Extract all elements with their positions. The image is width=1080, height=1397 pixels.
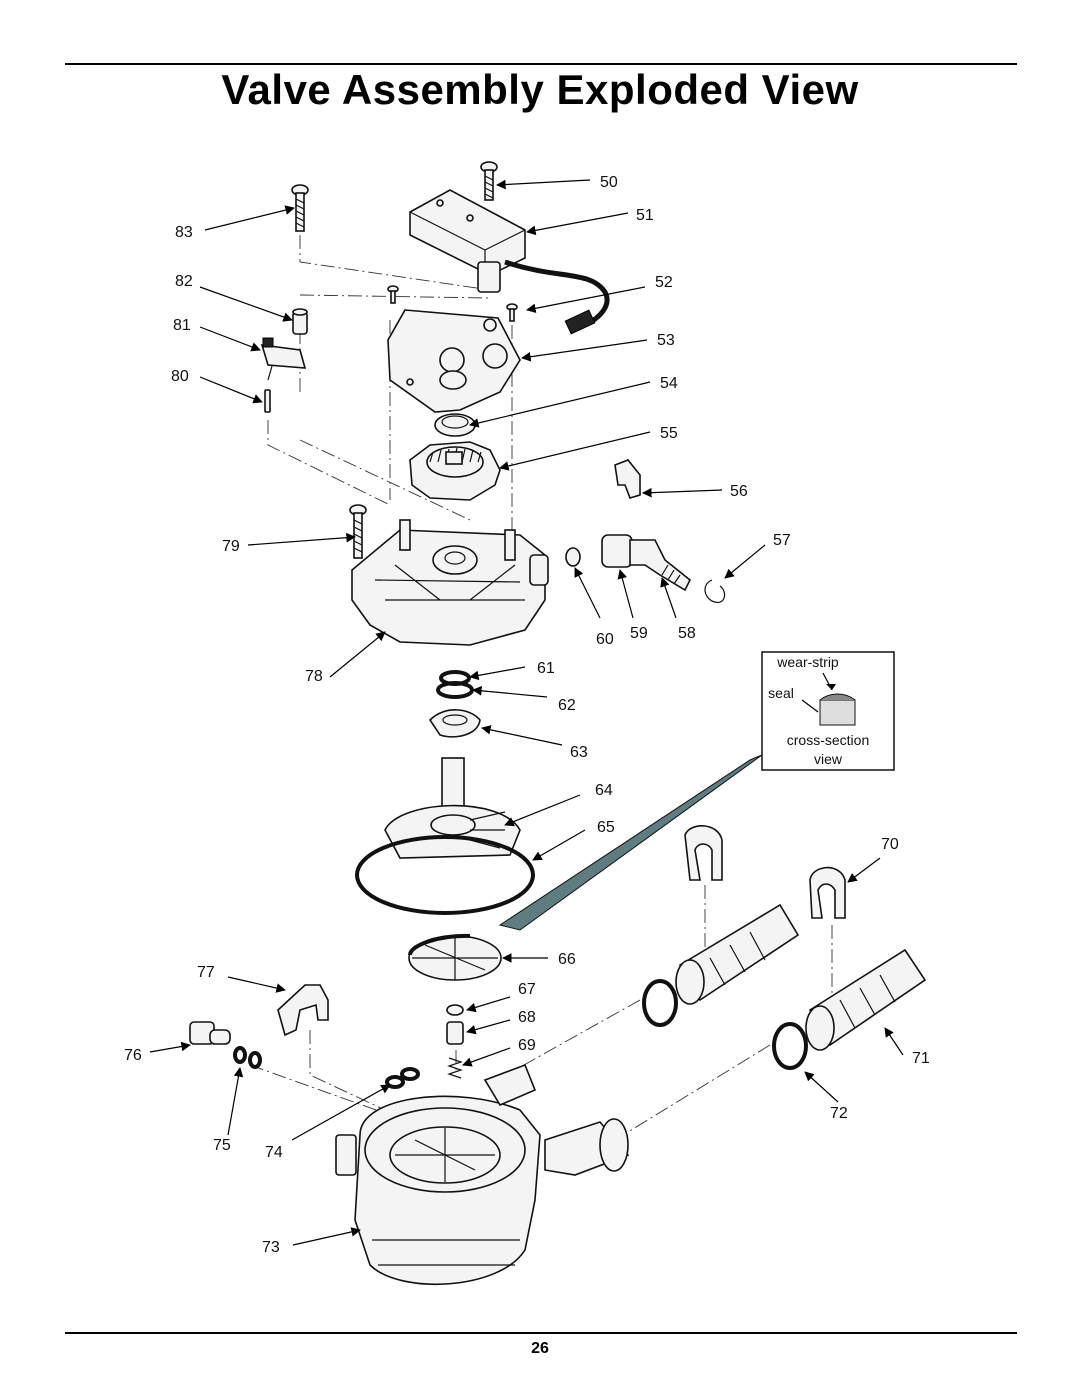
valve-cap-78 [352, 520, 548, 645]
screw-83 [292, 185, 308, 231]
callout-54: 54 [660, 375, 678, 392]
screw-50 [481, 162, 497, 200]
bottom-rule [65, 1332, 1017, 1334]
screw-79 [350, 505, 366, 558]
callout-51: 51 [636, 207, 654, 224]
callout-59: 59 [630, 625, 648, 642]
callout-82: 82 [175, 273, 193, 290]
callout-74: 74 [265, 1144, 283, 1161]
clips-70 [685, 826, 845, 918]
drain-elbow-58 [630, 540, 690, 590]
cover-plate-53 [388, 310, 520, 412]
callout-71: 71 [912, 1050, 930, 1067]
rotor-seal-66 [409, 936, 501, 980]
callout-66: 66 [558, 951, 576, 968]
callout-60: 60 [596, 631, 614, 648]
callout-52: 52 [655, 274, 673, 291]
callout-72: 72 [830, 1105, 848, 1122]
plug-76 [190, 1022, 230, 1044]
alignment-lines [250, 235, 832, 1140]
callout-76: 76 [124, 1047, 142, 1064]
callout-56: 56 [730, 483, 748, 500]
callout-75: 75 [213, 1137, 231, 1154]
callout-64: 64 [595, 782, 613, 799]
small-parts-67-69 [447, 1005, 463, 1078]
callout-55: 55 [660, 425, 678, 442]
callout-63: 63 [570, 744, 588, 761]
drive-gear-55 [410, 442, 500, 500]
callout-77: 77 [197, 964, 215, 981]
callout-73: 73 [262, 1239, 280, 1256]
clip-56 [615, 460, 640, 498]
drain-parts [566, 535, 725, 602]
o-rings-74 [387, 1069, 418, 1087]
inset-label-wear-strip: wear-strip [777, 654, 839, 670]
callout-79: 79 [222, 538, 240, 555]
callout-67: 67 [518, 981, 536, 998]
valve-body-73 [336, 1065, 628, 1284]
bushing-82 [293, 309, 307, 334]
callout-78: 78 [305, 668, 323, 685]
callout-57: 57 [773, 532, 791, 549]
callout-69: 69 [518, 1037, 536, 1054]
o-rings-75 [235, 1048, 260, 1067]
callout-70: 70 [881, 836, 899, 853]
o-rings-72 [644, 981, 806, 1068]
inset-label-cross-section: cross-section [786, 732, 870, 748]
seal-rings-61-62 [438, 672, 472, 697]
callout-61: 61 [537, 660, 555, 677]
drain-fitting-59 [602, 535, 632, 567]
callout-58: 58 [678, 625, 696, 642]
wave-washer-63 [430, 710, 480, 737]
callout-53: 53 [657, 332, 675, 349]
seal-54 [435, 414, 475, 436]
callout-81: 81 [173, 317, 191, 334]
pin-80 [265, 390, 270, 412]
inset-label-seal: seal [768, 685, 794, 701]
callout-50: 50 [600, 174, 618, 191]
callout-80: 80 [171, 368, 189, 385]
inset-label-view: view [813, 751, 843, 767]
callout-83: 83 [175, 224, 193, 241]
callout-65: 65 [597, 819, 615, 836]
callout-62: 62 [558, 697, 576, 714]
page-title: Valve Assembly Exploded View [221, 66, 859, 113]
micro-switch-81 [262, 338, 305, 380]
page-number: 26 [531, 1340, 549, 1357]
clip-77 [278, 985, 328, 1035]
callout-68: 68 [518, 1009, 536, 1026]
